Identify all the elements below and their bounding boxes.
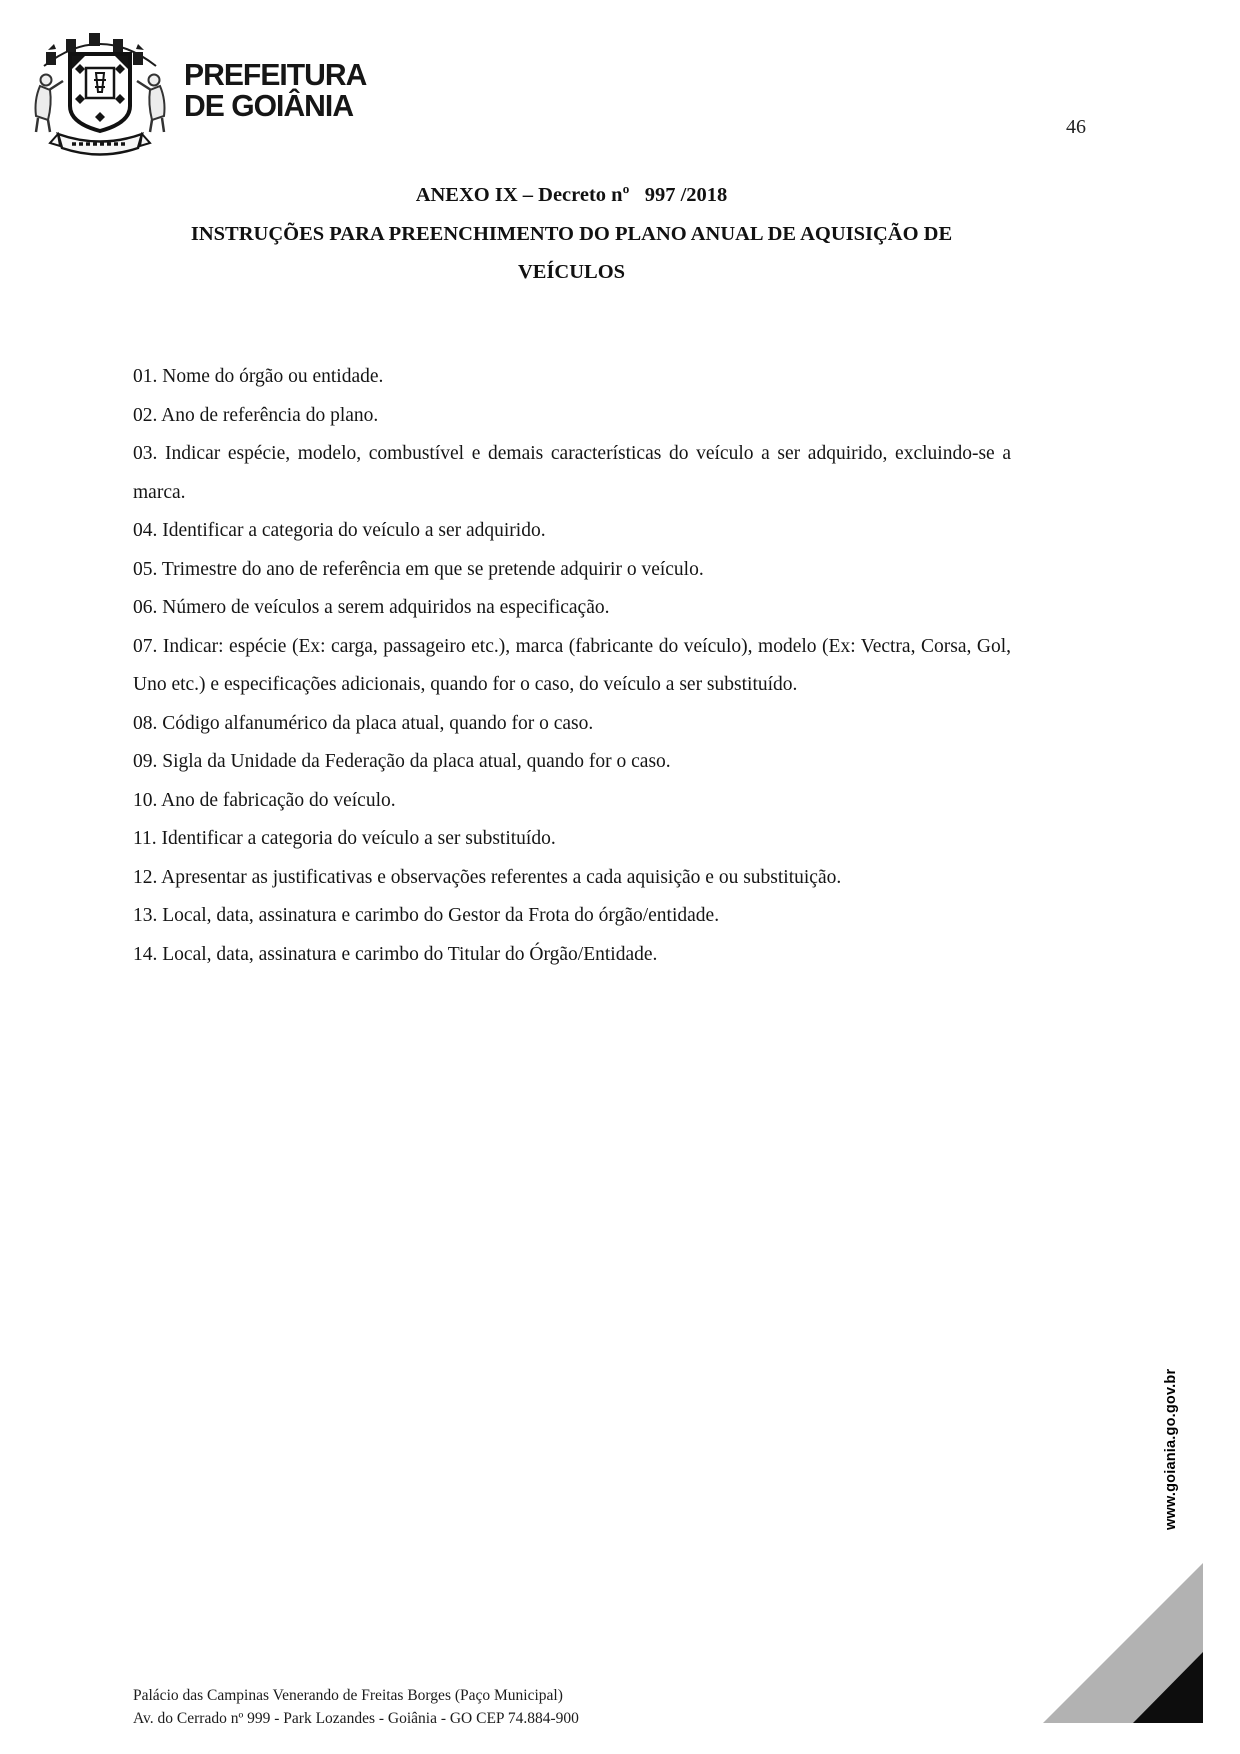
instruction-item-05: 05. Trimestre do ano de referência em que se pretende adquirir o veículo.: [133, 558, 704, 580]
page-number: 46: [1066, 116, 1086, 138]
instruction-item-11: 11. Identificar a categoria do veículo a ser substituído.: [133, 828, 556, 849]
footer-address: [133, 1684, 579, 1730]
title-anexo-line: ANEXO IX – Decreto nº 997 /2018: [415, 184, 728, 206]
instruction-item-06: 06. Número de veículos a serem adquiridos na especificação.: [133, 597, 610, 618]
document-title: [133, 176, 1010, 292]
goiania-coat-of-arms-icon: [30, 22, 170, 157]
instruction-item-03: 03. Indicar espécie, modelo, combustível e demais características do veículo a ser adquirido, excluindo-se a marca.: [133, 443, 1011, 503]
instruction-item-14: 14. Local, data, assinatura e carimbo do Titular do Órgão/Entidade.: [133, 943, 658, 965]
instruction-item-01: 01. Nome do órgão ou entidade.: [133, 366, 384, 387]
instruction-item-10: 10. Ano de fabricação do veículo.: [133, 789, 396, 811]
title-veiculos-line: VEÍCULOS: [517, 261, 626, 283]
prefeitura-wordmark: [184, 56, 367, 123]
instruction-item-08: 08. Código alfanumérico da placa atual, quando for o caso.: [133, 712, 594, 734]
instruction-item-04: 04. Identificar a categoria do veículo a ser adquirido.: [133, 520, 546, 541]
corner-decoration: [1040, 1558, 1208, 1726]
instruction-item-13: 13. Local, data, assinatura e carimbo do Gestor da Frota do órgão/entidade.: [133, 905, 720, 926]
footer-address-line2: Av. do Cerrado nº 999 - Park Lozandes - Goiânia - GO CEP 74.884-900: [133, 1710, 579, 1727]
title-instrucoes-line: INSTRUÇÕES PARA PREENCHIMENTO DO PLANO ANUAL DE AQUISIÇÃO DE: [190, 222, 953, 245]
website-url-vertical: www.goiania.go.gov.br: [1163, 1368, 1179, 1530]
wordmark-line1: PREFEITURA: [184, 56, 367, 92]
instruction-item-12: 12. Apresentar as justificativas e observações referentes a cada aquisição e ou substituição.: [133, 866, 842, 888]
wordmark-line2: DE GOIÂNIA: [184, 87, 354, 123]
instruction-item-09: 09. Sigla da Unidade da Federação da placa atual, quando for o caso.: [133, 751, 671, 772]
instructions-list: [133, 358, 1011, 974]
instruction-item-07: 07. Indicar: espécie (Ex: carga, passageiro etc.), marca (fabricante do veículo), modelo (Ex: Vectra, Corsa, Gol, Uno etc.) e especificações adicionais, quando for o caso, do veículo a ser substituído.: [133, 635, 1011, 695]
prefeitura-logo: [30, 22, 372, 157]
instruction-item-02: 02. Ano de referência do plano.: [133, 404, 379, 426]
footer-address-line1: Palácio das Campinas Venerando de Freitas Borges (Paço Municipal): [133, 1687, 563, 1704]
